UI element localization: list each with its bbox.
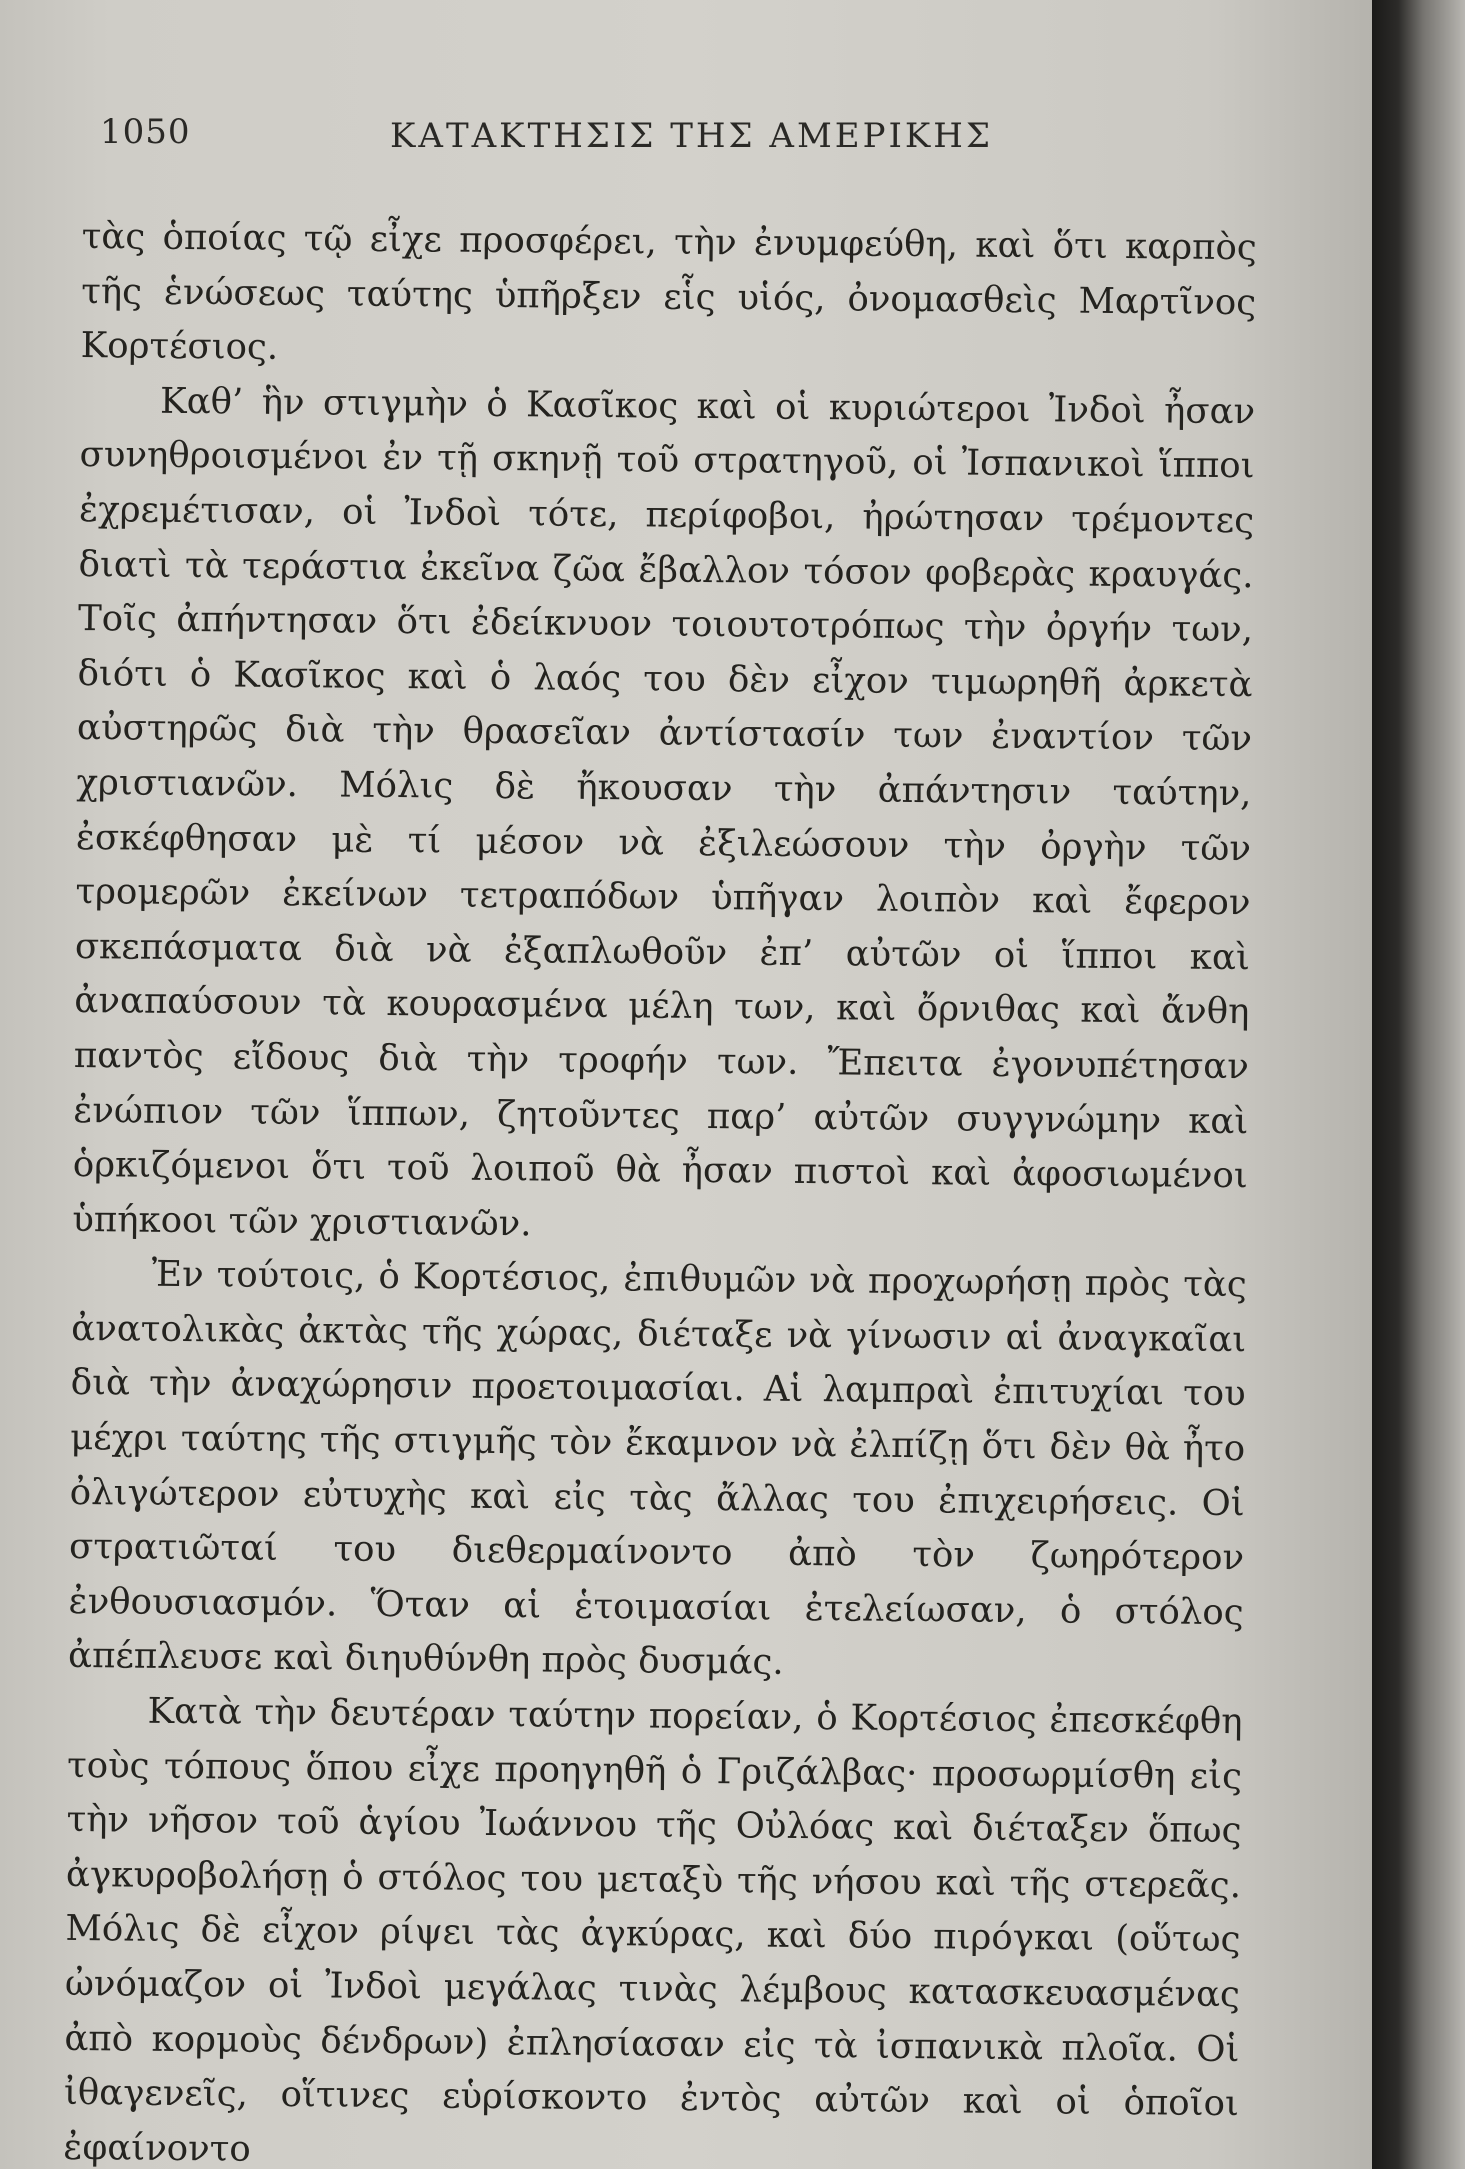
paragraph-second-voyage: Κατὰ τὴν δευτέραν ταύτην πορείαν, ὁ Κορτέσιος ἐπεσκέφθη τοὺς τόπους ὅπου εἶχε προηγηθῆ ὁ Γριζάλβας· προσωρμίσθη εἰς τὴν νῆσον τοῦ ἁγίου Ἰωάννου τῆς Οὐλόας καὶ διέταξεν ὅπως ἀγκυροβολήσῃ ὁ στόλος του μεταξὺ τῆς νήσου καὶ τῆς στερεᾶς. Μόλις δὲ εἶχον ρίψει τὰς ἀγκύρας, καὶ δύο πιρόγκαι (οὕτως ὠνόμαζον οἱ Ἰνδοὶ μεγάλας τινὰς λέμβους κατασκευασμένας ἀπὸ κορμοὺς δένδρων) ἐπλησίασαν εἰς τὰ ἰσπανικὰ πλοῖα. Οἱ ἰθαγενεῖς, οἵτινες εὑρίσκοντο ἐντὸς αὐτῶν καὶ οἱ ὁποῖοι ἐφαίνοντο: [63, 1690, 1243, 2169]
paragraph-departure: Ἐν τούτοις, ὁ Κορτέσιος, ἐπιθυμῶν νὰ προχωρήσῃ πρὸς τὰς ἀνατολικὰς ἀκτὰς τῆς χώρας, διέταξε νὰ γίνωσιν αἱ ἀναγκαῖαι διὰ τὴν ἀναχώρησιν προετοιμασίαι. Αἱ λαμπραὶ ἐπιτυχίαι του μέχρι ταύτης τῆς στιγμῆς τὸν ἔκαμνον νὰ ἐλπίζῃ ὅτι δὲν θὰ ἦτο ὀλιγώτερον εὐτυχὴς καὶ εἰς τὰς ἄλλας του ἐπιχειρήσεις. Οἱ στρατιῶταί του διεθερμαίνοντο ἀπὸ τὸν ζωηρότερον ἐνθουσιασμόν. Ὅταν αἱ ἑτοιμασίαι ἐτελείωσαν, ὁ στόλος ἀπέπλευσε καὶ διηυθύνθη πρὸς δυσμάς.: [67, 1254, 1247, 1684]
paragraph-continued: τὰς ὁποίας τῷ εἶχε προσφέρει, τὴν ἐνυμφεύθη, καὶ ὅτι καρπὸς τῆς ἑνώσεως ταύτης ὑπῆρξεν εἷς υἱός, ὀνομασθεὶς Μαρτῖνος Κορτέσιος.: [80, 215, 1257, 369]
paragraph-horses: Καθ’ ἣν στιγμὴν ὁ Κασῖκος καὶ οἱ κυριώτεροι Ἰνδοὶ ἦσαν συνηθροισμένοι ἐν τῇ σκηνῇ τοῦ στρατηγοῦ, οἱ Ἰσπανικοὶ ἵπποι ἐχρεμέτισαν, οἱ Ἰνδοὶ τότε, περίφοβοι, ἠρώτησαν τρέμοντες διατὶ τὰ τεράστια ἐκεῖνα ζῶα ἔβαλλον τόσον φοβερὰς κραυγάς. Τοῖς ἀπήντησαν ὅτι ἐδείκνυον τοιουτοτρόπως τὴν ὀργήν των, διότι ὁ Κασῖκος καὶ ὁ λαός του δὲν εἶχον τιμωρηθῆ ἀρκετὰ αὐστηρῶς διὰ τὴν θρασεῖαν ἀντίστασίν των ἐναντίον τῶν χριστιανῶν. Μόλις δὲ ἤκουσαν τὴν ἀπάντησιν ταύτην, ἐσκέφθησαν μὲ τί μέσον νὰ ἐξιλεώσουν τὴν ὀργὴν τῶν τρομερῶν ἐκείνων τετραπόδων ὑπῆγαν λοιπὸν καὶ ἔφερον σκεπάσματα διὰ νὰ ἐξαπλωθοῦν ἐπ’ αὐτῶν οἱ ἵπποι καὶ ἀναπαύσουν τὰ κουρασμένα μέλη των, καὶ ὄρνιθας καὶ ἄνθη παντὸς εἴδους διὰ τὴν τροφήν των. Ἔπειτα ἐγονυπέτησαν ἐνώπιον τῶν ἵππων, ζητοῦντες παρ’ αὐτῶν συγγνώμην καὶ ὁρκιζόμενοι ὅτι τοῦ λοιποῦ θὰ ἦσαν πιστοὶ καὶ ἀφοσιωμένοι ὑπήκοοι τῶν χριστιανῶν.: [72, 380, 1256, 1245]
book-gutter-shadow: [1372, 0, 1465, 2169]
page-header: [100, 108, 1290, 168]
page-body: [63, 210, 1257, 2169]
page-number: 1050: [100, 112, 191, 152]
running-title: ΚΑΤΑΚΤΗΣΙΣ ΤΗΣ ΑΜΕΡΙΚΗΣ: [390, 116, 993, 156]
